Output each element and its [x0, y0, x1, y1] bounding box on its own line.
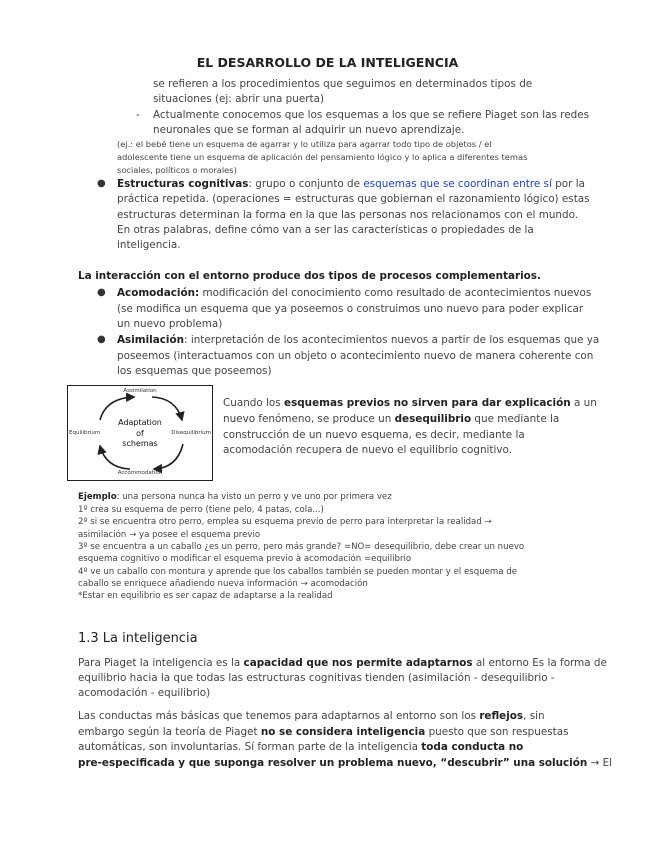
intro-note: (ej.: el bebé tiene un esquema de agarrar y lo utiliza para agarrar todo tipo de objetos / el [117, 139, 492, 149]
text: al entorno Es la forma de [472, 657, 607, 669]
bullet-icon: ● [97, 334, 106, 345]
section-p1-line [78, 656, 607, 672]
text: Las conductas más básicas que tenemos para adaptarnos al entorno son los [78, 710, 480, 722]
arrow-top-left [100, 397, 134, 420]
adaptation-diagram [67, 385, 213, 481]
section-p2-line [78, 725, 569, 741]
text: a un [570, 397, 597, 409]
diagram-label-right: Disequilibrium [171, 430, 211, 436]
acomodacion-line: (se modifica un esquema que ya poseemos o construimos uno nuevo para poder explicar [117, 303, 584, 315]
ejemplo-line: caballo se enriquece añadiendo nueva información → acomodación [78, 579, 368, 589]
estructuras-line: estructuras determinan la forma en la que las personas nos relacionamos con el mundo. [117, 209, 579, 221]
diagram-center [68, 418, 212, 450]
bold-text: pre-especificada y que suponga resolver un problema nuevo, “descubrir” una solución [78, 757, 588, 769]
section-p2-line [78, 756, 612, 772]
estructuras-line: En otras palabras, define cómo van a ser las características o propiedades de la [117, 224, 534, 236]
estructuras-line: práctica repetida. (operaciones = estructuras que gobiernan el razonamiento lógico) estas [117, 193, 590, 205]
side-text-line [223, 396, 597, 412]
text: que mediante la [471, 413, 560, 425]
interaccion-heading: La interacción con el entorno produce dos tipos de procesos complementarios. [78, 270, 541, 282]
text: → El [587, 757, 613, 769]
ejemplo-conclusion: *Estar en equilibrio es ser capaz de adaptarse a la realidad [78, 591, 333, 601]
acomodacion-line [117, 286, 591, 302]
diagram-center-line: of [136, 428, 144, 438]
estructuras-line [117, 177, 585, 193]
intro-note: adolescente tiene un esquema de aplicación del pensamiento lógico y lo aplica a diferentes temas [117, 152, 528, 162]
ejemplo-line: 4º ve un caballo con montura y aprende que los caballos también se pueden montar y el esquema de [78, 567, 518, 577]
asimilacion-line [117, 333, 599, 349]
text: : grupo o conjunto de [248, 178, 364, 190]
intro-dash-line: neuronales que se forman al adquirir un nuevo aprendizaje. [153, 124, 465, 136]
bold-text: esquemas previos no sirven para dar explicación [284, 397, 571, 409]
bold-text: capacidad que nos permite adaptarnos [243, 657, 473, 669]
section-p2-line [78, 740, 523, 756]
section-p1-line: equilibrio hacia la que todas las estructuras cognitivas tienden (asimilación - desequilibrio - [78, 672, 555, 684]
diagram-label-top: Assimilation [123, 388, 157, 394]
asimilacion-line: los esquemas que poseemos) [117, 365, 272, 377]
text: automáticas, son involuntarias. Sí forman parte de la inteligencia [78, 741, 422, 753]
text: : interpretación de los acontecimientos nuevos a partir de los esquemas que ya [184, 334, 600, 346]
text: puesto que son respuestas [425, 726, 569, 738]
intro-line: se refieren a los procedimientos que seguimos en determinados tipos de [153, 78, 533, 90]
text: , sin [523, 710, 545, 722]
diagram-label-bottom: Accommodation [117, 470, 163, 476]
dash-marker: - [136, 109, 140, 121]
text: Cuando los [223, 397, 285, 409]
highlight-text: esquemas que se coordinan entre sí [363, 178, 552, 190]
intro-note: sociales, políticos o morales) [117, 165, 237, 175]
asimilacion-label: Asimilación [117, 334, 185, 346]
text: embargo según la teoría de Piaget [78, 726, 261, 738]
bullet-icon: ● [97, 287, 106, 298]
section-p1-line: acomodación - equilibrio) [78, 687, 211, 699]
ejemplo-line: 2º si se encuentra otro perro, emplea su esquema previo de perro para interpretar la realidad → [78, 517, 492, 527]
acomodacion-line: un nuevo problema) [117, 318, 223, 330]
page-title: EL DESARROLLO DE LA INTELIGENCIA [196, 55, 459, 70]
text: modificación del conocimiento como resultado de acontecimientos nuevos [199, 287, 592, 299]
diagram-center-line: schemas [122, 439, 158, 448]
bold-text: reflejos [479, 710, 524, 722]
acomodacion-label: Acomodación: [117, 287, 200, 299]
estructuras-label: Estructuras cognitivas [117, 178, 249, 190]
diagram-center-line: Adaptation [118, 418, 162, 427]
estructuras-line: inteligencia. [117, 239, 181, 251]
text: nuevo fenómeno, se produce un [223, 413, 395, 425]
ejemplo-line: esquema cognitivo o modificar el esquema previo à acomodación =equilibrio [78, 554, 412, 564]
ejemplo-label: Ejemplo [78, 492, 117, 502]
side-text-line [223, 412, 559, 428]
bold-text: desequilibrio [394, 413, 472, 425]
bullet-icon: ● [97, 178, 106, 189]
section-heading: 1.3 La inteligencia [78, 631, 198, 646]
intro-dash-line: Actualmente conocemos que los esquemas a los que se refiere Piaget son las redes [153, 109, 590, 121]
text: Para Piaget la inteligencia es la [78, 657, 244, 669]
asimilacion-line: poseemos (interactuamos con un objeto o acontecimiento nuevo de manera coherente con [117, 350, 594, 362]
diagram-label-left: Equilibrium [69, 430, 101, 436]
arrow-top-right [152, 397, 182, 420]
ejemplo-line [78, 491, 392, 503]
ejemplo-line: 3º se encuentra a un caballo ¿es un perro, pero más grande? =NO= desequilibrio, debe crear un nuevo [78, 542, 525, 552]
bold-text: no se considera inteligencia [260, 726, 426, 738]
ejemplo-line: asimilación → ya posee el esquema previo [78, 530, 261, 540]
side-text-line: acomodación recupera de nuevo el equilibrio cognitivo. [223, 444, 513, 456]
side-text-line: construcción de un nuevo esquema, es decir, mediante la [223, 429, 525, 441]
section-p2-line [78, 709, 545, 725]
intro-line: situaciones (ej: abrir una puerta) [153, 93, 324, 105]
ejemplo-line: 1º crea su esquema de perro (tiene pelo, 4 patas, cola...) [78, 505, 324, 515]
text: : una persona nunca ha visto un perro y ve uno por primera vez [116, 492, 392, 502]
text: por la [551, 178, 585, 190]
bold-text: toda conducta no [421, 741, 524, 753]
